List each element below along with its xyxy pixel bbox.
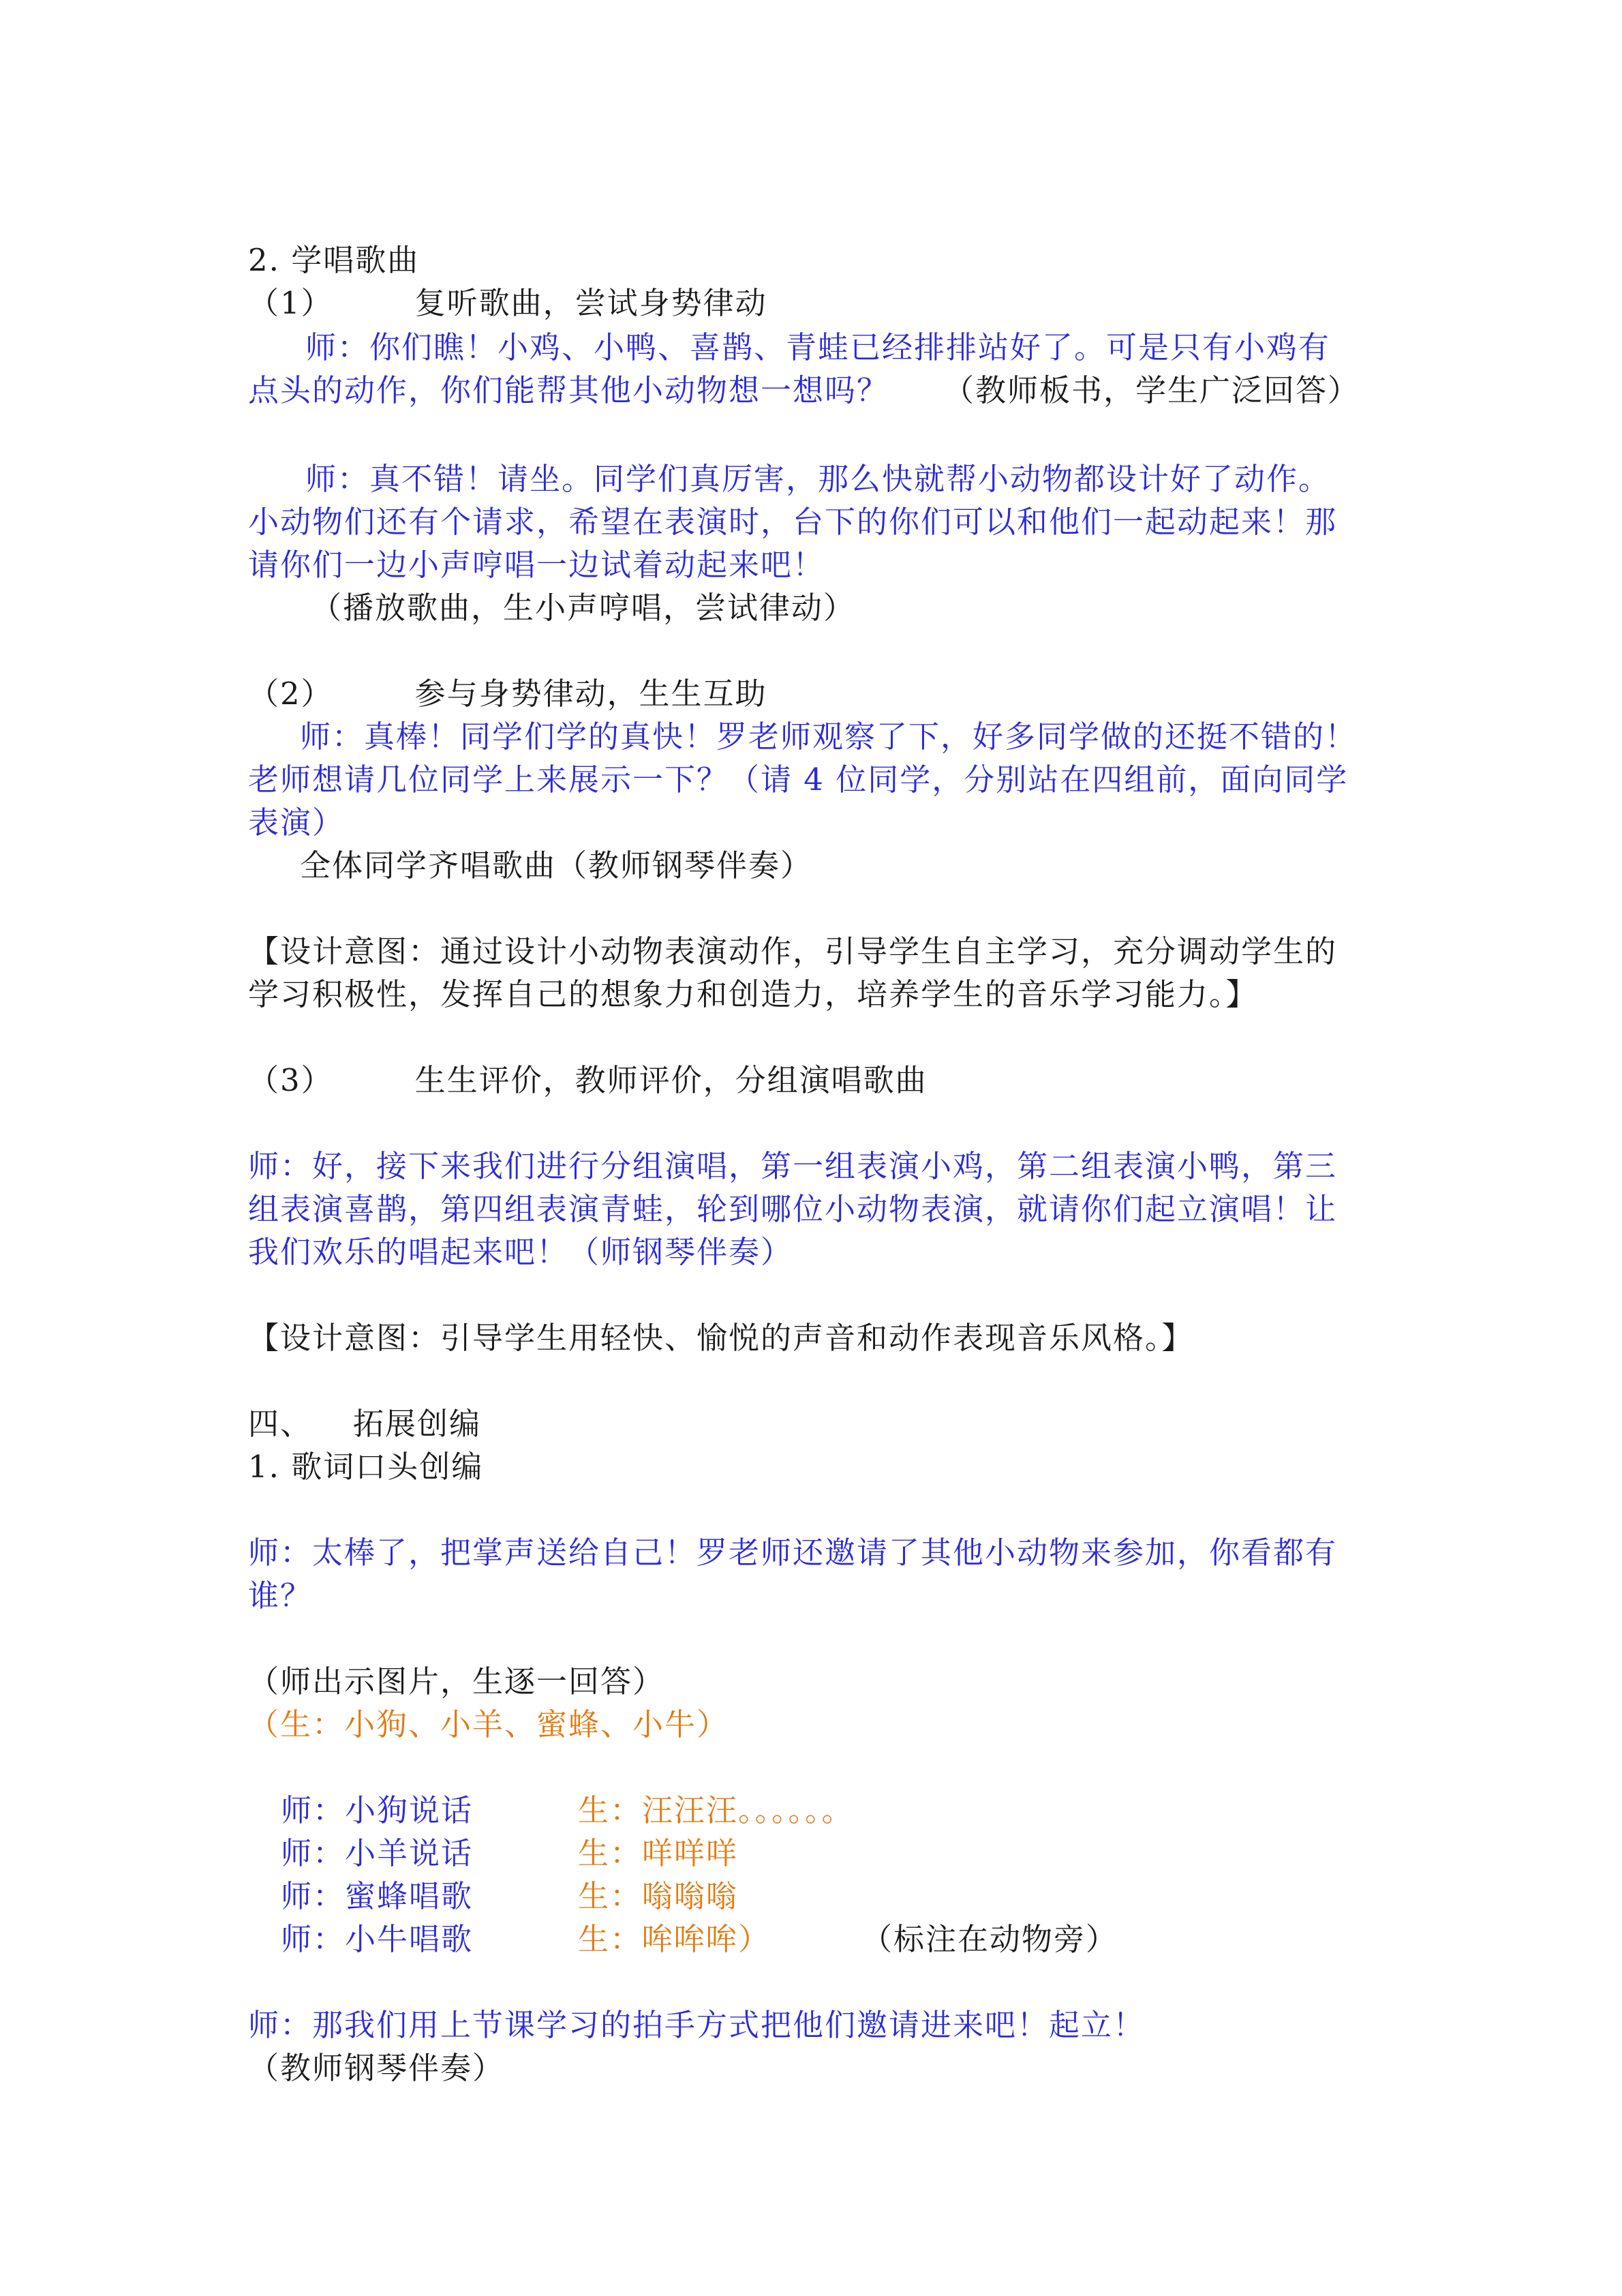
subsection-number: （3）: [248, 1062, 333, 1098]
design-intent: 学习积极性，发挥自己的想象力和创造力，培养学生的音乐学习能力。】: [248, 976, 1258, 1012]
dialogue-line: 点头的动作，你们能帮其他小动物想一想吗？ （教师板书，学生广泛回答）: [248, 372, 1360, 408]
dialogue-line: 小动物们还有个请求，希望在表演时，台下的你们可以和他们一起动起来！那: [248, 504, 1338, 540]
student-response: 生：哞哞哞）: [578, 1921, 771, 1957]
section-heading: 2. 学唱歌曲: [248, 242, 420, 278]
subsection-2-heading: [248, 672, 1379, 715]
dialogue-line: 师：太棒了，把掌声送给自己！罗老师还邀请了其他小动物来参加，你看都有: [248, 1535, 1338, 1571]
dialogue-line: 我们欢乐的唱起来吧！（师钢琴伴奏）: [248, 1234, 793, 1270]
section-heading: 四、 拓展创编: [248, 1406, 482, 1442]
dialogue-line: 师：好，接下来我们进行分组演唱，第一组表演小鸡，第二组表演小鸭，第三: [248, 1148, 1338, 1184]
design-intent: 【设计意图：引导学生用轻快、愉悦的声音和动作表现音乐风格。】: [248, 1320, 1194, 1356]
stage-note: 全体同学齐唱歌曲（教师钢琴伴奏）: [300, 847, 813, 883]
student-response: 生：咩咩咩: [578, 1835, 739, 1871]
dialogue-line: 师：那我们用上节课学习的拍手方式把他们邀请进来吧！起立！: [248, 2007, 1146, 2043]
dialogue-line: 组表演喜鹊，第四组表演青蛙，轮到哪位小动物表演，就请你们起立演唱！让: [248, 1191, 1338, 1227]
dialogue-line: 请你们一边小声哼唱一边试着动起来吧！: [248, 547, 825, 583]
dialogue-line: 表演）: [248, 804, 345, 841]
subsection-title: 复听歌曲，尝试身势律动: [414, 285, 767, 321]
student-response: 生：汪汪汪。。。。。。: [578, 1792, 854, 1828]
dialogue-line: 谁？: [248, 1577, 313, 1614]
teacher-prompt: 师：小羊说话: [281, 1835, 474, 1871]
dialogue-line: 老师想请几位同学上来展示一下？（请 4 位同学，分别站在四组前，面向同学: [248, 761, 1349, 798]
stage-note: （播放歌曲，生小声哼唱，尝试律动）: [311, 590, 856, 626]
design-intent: 【设计意图：通过设计小动物表演动作，引导学生自主学习，充分调动学生的: [248, 933, 1338, 969]
dialogue-line: 师：真不错！请坐。同学们真厉害，那么快就帮小动物都设计好了动作。: [305, 461, 1331, 497]
subsection-1-heading: [248, 282, 1379, 324]
subsection-number: （2）: [248, 676, 333, 712]
student-response: 生：嗡嗡嗡: [578, 1878, 739, 1914]
teacher-note: （教师板书，学生广泛回答）: [943, 372, 1360, 408]
teacher-prompt: 师：小狗说话: [281, 1792, 474, 1828]
stage-note: （教师钢琴伴奏）: [248, 2050, 505, 2086]
subsection-title: 参与身势律动，生生互助: [414, 676, 767, 712]
dialogue-line: 师：真棒！同学们学的真快！罗老师观察了下，好多同学做的还挺不错的！: [300, 719, 1358, 755]
teacher-prompt: 师：小牛唱歌: [281, 1921, 474, 1957]
teacher-prompt: 师：蜜蜂唱歌: [281, 1878, 474, 1914]
subsection-3-heading: [248, 1059, 1379, 1102]
stage-note: （标注在动物旁）: [861, 1921, 1118, 1957]
subsection-heading: 1. 歌词口头创编: [248, 1449, 484, 1485]
student-answer: （生：小狗、小羊、蜜蜂、小牛）: [248, 1706, 729, 1742]
stage-note: （师出示图片，生逐一回答）: [248, 1663, 665, 1700]
subsection-title: 生生评价，教师评价，分组演唱歌曲: [414, 1062, 928, 1098]
dialogue-line: 师：你们瞧！小鸡、小鸭、喜鹊、青蛙已经排排站好了。可是只有小鸡有: [305, 329, 1331, 365]
subsection-number: （1）: [248, 285, 333, 321]
